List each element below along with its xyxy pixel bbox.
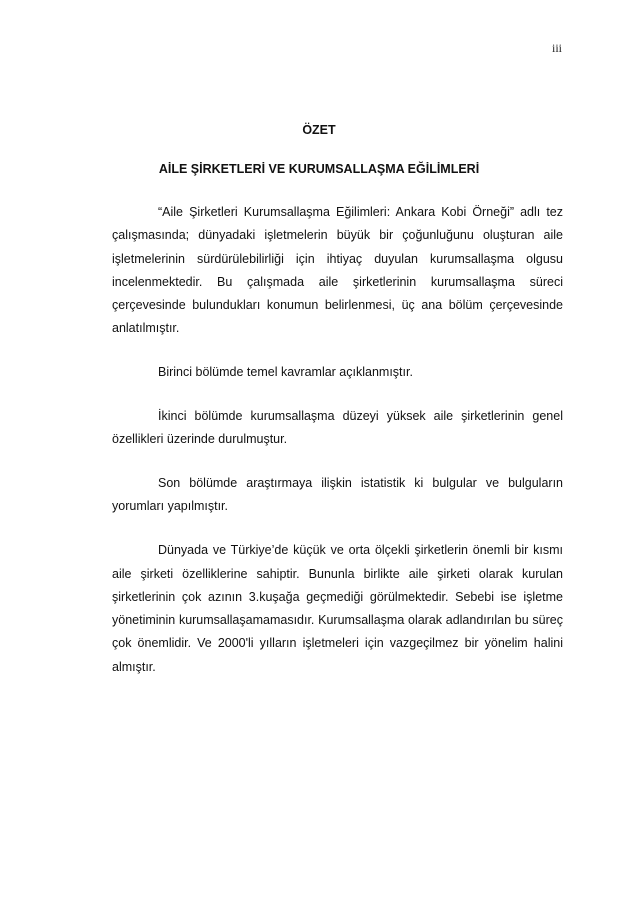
page-number: iii — [551, 41, 562, 55]
abstract-body — [112, 201, 563, 679]
paragraph-conclusion: Dünyada ve Türkiye’de küçük ve orta ölçekli şirketlerin önemli bir kısmı aile şirketi özelliklerine sahiptir. Bununla birlikte aile şirketi olarak kurulan şirketlerinin çok azının 3.kuşağa geçmediği görülmektedir. Sebebi ise işletme yönetiminin kurumsallaşamamasıdır. Kurumsallaşma olarak adlandırılan bu süreç çok önemlidir. Ve 2000'li yılların işletmeleri için vazgeçilmez bir yönelim halini almıştır. — [112, 543, 563, 674]
thesis-title: AİLE ŞİRKETLERİ VE KURUMSALLAŞMA EĞİLİMLERİ — [158, 162, 480, 176]
paragraph-chapter-two: İkinci bölümde kurumsallaşma düzeyi yüksek aile şirketlerinin genel özellikleri üzerinde durulmuştur. — [112, 409, 563, 447]
paragraph-chapter-one: Birinci bölümde temel kavramlar açıklanmıştır. — [158, 365, 413, 380]
paragraph-chapter-three: Son bölümde araştırmaya ilişkin istatistik ki bulgular ve bulguların yorumları yapılmıştır. — [112, 476, 563, 514]
paragraph-intro: “Aile Şirketleri Kurumsallaşma Eğilimleri: Ankara Kobi Örneği” adlı tez çalışmasında; dünyadaki işletmelerin büyük bir çoğunluğunu oluşturan aile işletmelerinin sürdürülebilirliği için ihtiyaç duyulan kurumsallaşma olgusu incelenmektedir. Bu çalışmada aile şirketlerinin kurumsallaşma süreci çerçevesinde bulundukları konumun belirlenmesi, üç ana bölüm çerçevesinde anlatılmıştır. — [112, 205, 563, 336]
page-title: ÖZET — [302, 123, 336, 137]
